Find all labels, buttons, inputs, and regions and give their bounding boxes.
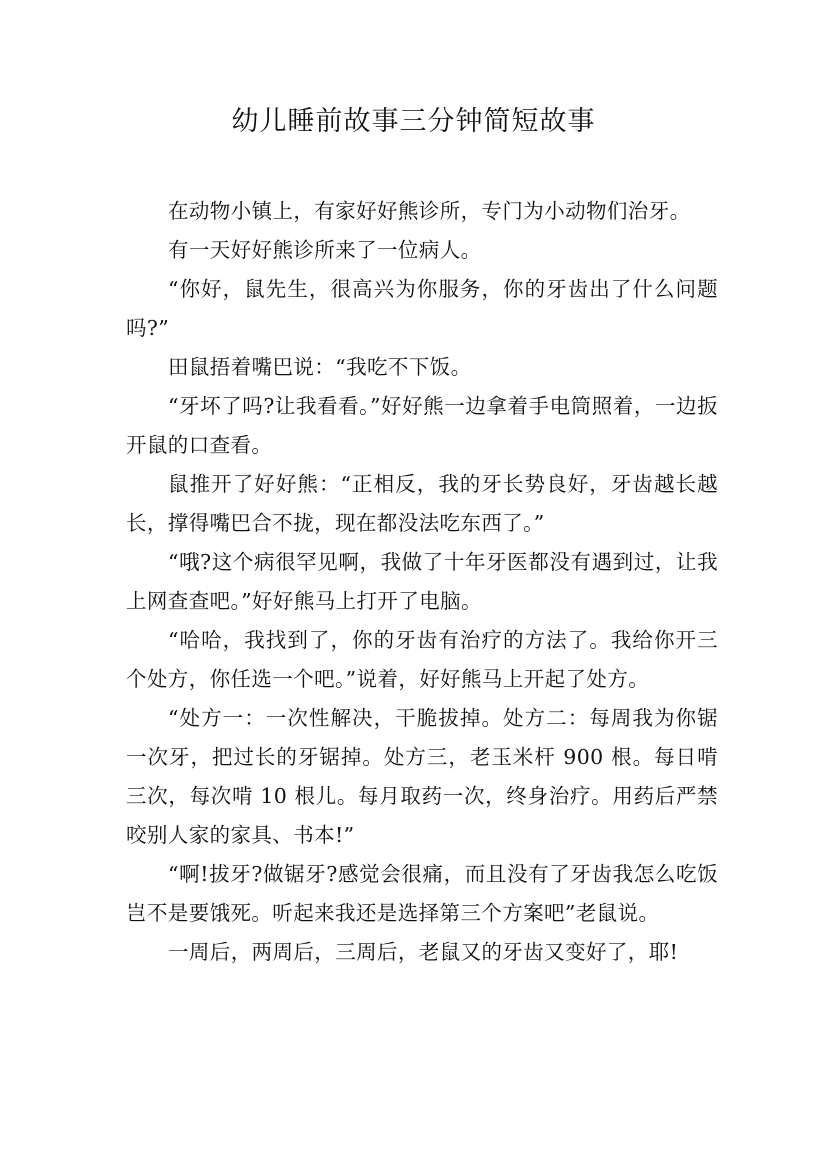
paragraph-2: 有一天好好熊诊所来了一位病人。 bbox=[168, 238, 482, 262]
document-title: 幼儿睡前故事三分钟简短故事 bbox=[231, 106, 596, 137]
paragraph-5: “牙坏了吗?让我看看。”好好熊一边拿着手电筒照着，一边扳开鼠的口查看。 bbox=[126, 394, 718, 457]
paragraph-4: 田鼠捂着嘴巴说：“我吃不下饭。 bbox=[168, 355, 472, 379]
paragraph-8: “哈哈，我找到了，你的牙齿有治疗的方法了。我给你开三个处方，你任选一个吧。”说着，好好熊马上开起了处方。 bbox=[126, 628, 718, 691]
document-body bbox=[126, 192, 718, 972]
paragraph-7: “哦?这个病很罕见啊，我做了十年牙医都没有遇到过，让我上网查查吧。”好好熊马上打开了电脑。 bbox=[126, 550, 718, 613]
paragraph-1: 在动物小镇上，有家好好熊诊所，专门为小动物们治牙。 bbox=[168, 199, 691, 223]
paragraph-3: “你好，鼠先生，很高兴为你服务，你的牙齿出了什么问题吗?” bbox=[126, 277, 718, 340]
paragraph-9: “处方一：一次性解决，干脆拔掉。处方二：每周我为你锯一次牙，把过长的牙锯掉。处方三，老玉米杆 900 根。每日啃三次，每次啃 10 根儿。每月取药一次，终身治疗。用药后严禁咬别人家的家具、书本!” bbox=[126, 706, 718, 847]
paragraph-11: 一周后，两周后，三周后，老鼠又的牙齿又变好了，耶! bbox=[168, 940, 679, 964]
paragraph-6: 鼠推开了好好熊：“正相反，我的牙长势良好，牙齿越长越长，撑得嘴巴合不拢，现在都没法吃东西了。” bbox=[126, 472, 718, 535]
paragraph-10: “啊!拔牙?做锯牙?感觉会很痛，而且没有了牙齿我怎么吃饭岂不是要饿死。听起来我还是选择第三个方案吧”老鼠说。 bbox=[126, 862, 718, 925]
